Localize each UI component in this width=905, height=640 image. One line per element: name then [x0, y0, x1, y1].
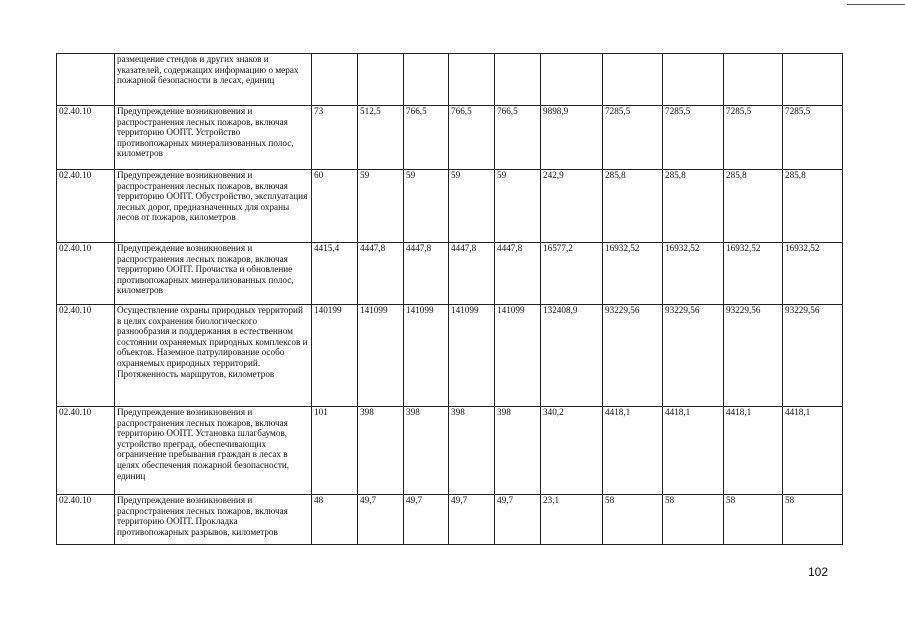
row-value-cell — [724, 54, 783, 106]
row-value-cell: 285,8 — [663, 170, 724, 243]
row-value-cell: 285,8 — [603, 170, 663, 243]
row-value-cell: 4415,4 — [312, 243, 358, 305]
row-value-cell: 48 — [312, 495, 358, 545]
row-value-cell: 9898,9 — [541, 106, 603, 170]
row-value-cell: 141099 — [358, 305, 404, 407]
table-row — [57, 243, 843, 305]
row-value-cell: 285,8 — [783, 170, 843, 243]
row-value-cell: 59 — [404, 170, 449, 243]
row-value-cell: 58 — [783, 495, 843, 545]
row-value-cell: 7285,5 — [783, 106, 843, 170]
table-row — [57, 495, 843, 545]
row-value-cell: 512,5 — [358, 106, 404, 170]
row-value-cell: 59 — [449, 170, 495, 243]
row-description-cell: Предупреждение возникновения и распространения лесных пожаров, включая территорию ООПТ. Обустройство, эксплуатация лесных дорог, предназначенных для охраны лесов от пожаров, километров — [115, 170, 312, 243]
table-row — [57, 170, 843, 243]
row-value-cell: 7285,5 — [603, 106, 663, 170]
table-row — [57, 407, 843, 495]
row-value-cell: 59 — [495, 170, 541, 243]
row-value-cell: 93229,56 — [663, 305, 724, 407]
row-value-cell: 398 — [358, 407, 404, 495]
row-value-cell: 285,8 — [724, 170, 783, 243]
row-value-cell — [495, 54, 541, 106]
row-value-cell: 398 — [449, 407, 495, 495]
row-value-cell: 16932,52 — [783, 243, 843, 305]
row-description-cell: Предупреждение возникновения и распространения лесных пожаров, включая территорию ООПТ. Прокладка противопожарных разрывов, километров — [115, 495, 312, 545]
row-value-cell: 141099 — [495, 305, 541, 407]
row-value-cell: 4447,8 — [404, 243, 449, 305]
row-value-cell: 60 — [312, 170, 358, 243]
row-code-cell: 02.40.10 — [57, 106, 115, 170]
row-code-cell: 02.40.10 — [57, 305, 115, 407]
row-value-cell: 4447,8 — [449, 243, 495, 305]
row-value-cell: 58 — [724, 495, 783, 545]
row-value-cell — [358, 54, 404, 106]
row-value-cell: 93229,56 — [603, 305, 663, 407]
row-value-cell: 93229,56 — [783, 305, 843, 407]
row-value-cell: 101 — [312, 407, 358, 495]
row-value-cell: 132408,9 — [541, 305, 603, 407]
row-value-cell: 58 — [603, 495, 663, 545]
data-table — [56, 53, 843, 545]
row-value-cell: 4418,1 — [783, 407, 843, 495]
row-value-cell: 766,5 — [449, 106, 495, 170]
table-row — [57, 106, 843, 170]
row-value-cell: 58 — [663, 495, 724, 545]
row-value-cell: 49,7 — [404, 495, 449, 545]
row-value-cell: 49,7 — [358, 495, 404, 545]
row-value-cell — [541, 54, 603, 106]
row-value-cell: 4418,1 — [603, 407, 663, 495]
row-value-cell — [404, 54, 449, 106]
row-value-cell: 7285,5 — [724, 106, 783, 170]
row-description-cell: Предупреждение возникновения и распространения лесных пожаров, включая территорию ООПТ. Прочистка и обновление противопожарных минерализованных полос, километров — [115, 243, 312, 305]
row-code-cell: 02.40.10 — [57, 407, 115, 495]
row-value-cell: 7285,5 — [663, 106, 724, 170]
row-value-cell: 49,7 — [495, 495, 541, 545]
row-value-cell: 16932,52 — [663, 243, 724, 305]
row-description-cell: Осуществление охраны природных территорий в целях сохранения биологического разнообразия и поддержания в естественном состоянии охраняемых природных комплексов и объектов. Наземное патрулирование особо охраняемых природных территорий. Протяженность маршрутов, километров — [115, 305, 312, 407]
row-value-cell: 59 — [358, 170, 404, 243]
row-value-cell: 73 — [312, 106, 358, 170]
row-value-cell — [663, 54, 724, 106]
table-row — [57, 305, 843, 407]
row-value-cell: 23,1 — [541, 495, 603, 545]
row-value-cell: 4418,1 — [724, 407, 783, 495]
row-code-cell: 02.40.10 — [57, 170, 115, 243]
row-value-cell: 766,5 — [404, 106, 449, 170]
row-value-cell — [312, 54, 358, 106]
row-code-cell: 02.40.10 — [57, 243, 115, 305]
row-value-cell: 16932,52 — [724, 243, 783, 305]
row-value-cell — [783, 54, 843, 106]
row-description-cell: размещение стендов и других знаков и указателей, содержащих информацию о мерах пожарной безопасности в лесах, единиц — [115, 54, 312, 106]
row-value-cell: 140199 — [312, 305, 358, 407]
page-number: 102 — [808, 565, 829, 579]
row-value-cell: 766,5 — [495, 106, 541, 170]
row-code-cell: 02.40.10 — [57, 495, 115, 545]
row-value-cell: 16577,2 — [541, 243, 603, 305]
row-value-cell — [603, 54, 663, 106]
row-description-cell: Предупреждение возникновения и распространения лесных пожаров, включая территорию ООПТ. Установка шлагбаумов, устройство преград, обеспечивающих ограничение пребывания граждан в лесах в целях обеспечения пожарной безопасности, единиц — [115, 407, 312, 495]
row-value-cell — [449, 54, 495, 106]
row-value-cell: 398 — [404, 407, 449, 495]
row-code-cell — [57, 54, 115, 106]
row-description-cell: Предупреждение возникновения и распространения лесных пожаров, включая территорию ООПТ. Устройство противопожарных минерализованных полос, километров — [115, 106, 312, 170]
row-value-cell: 16932,52 — [603, 243, 663, 305]
row-value-cell: 4447,8 — [495, 243, 541, 305]
row-value-cell: 242,9 — [541, 170, 603, 243]
table-body — [57, 54, 843, 545]
row-value-cell: 49,7 — [449, 495, 495, 545]
row-value-cell: 93229,56 — [724, 305, 783, 407]
row-value-cell: 340,2 — [541, 407, 603, 495]
row-value-cell: 4447,8 — [358, 243, 404, 305]
row-value-cell: 141099 — [449, 305, 495, 407]
table-row — [57, 54, 843, 106]
row-value-cell: 4418,1 — [663, 407, 724, 495]
scan-artifact-line — [847, 4, 905, 5]
row-value-cell: 398 — [495, 407, 541, 495]
row-value-cell: 141099 — [404, 305, 449, 407]
